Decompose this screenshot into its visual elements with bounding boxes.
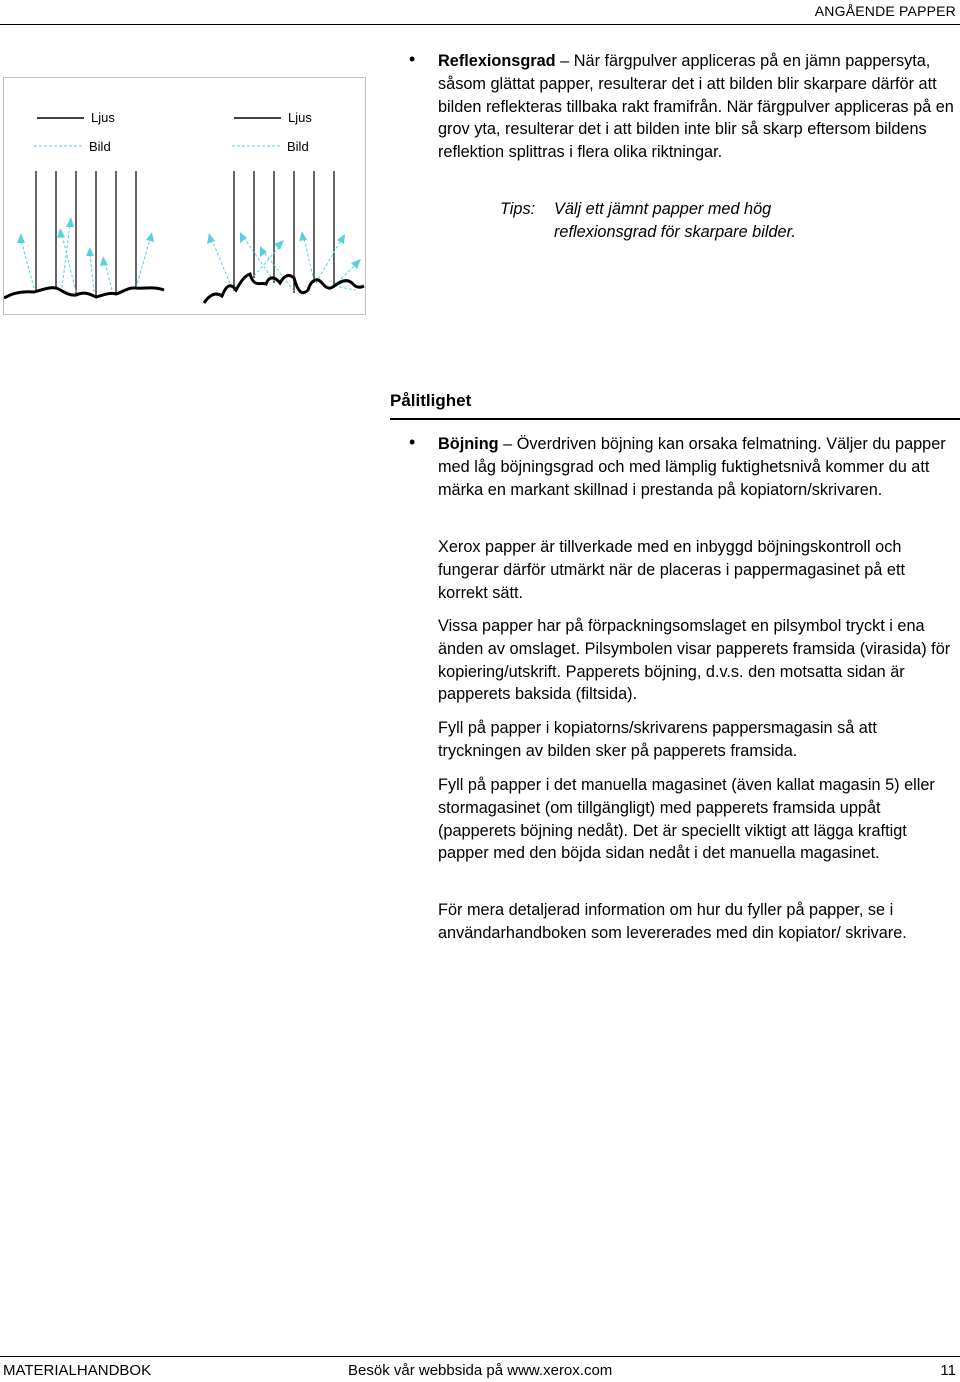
footer-rule [0, 1356, 960, 1357]
reflection-figure [3, 77, 366, 315]
reflexion-term: Reflexionsgrad [438, 52, 556, 70]
header-rule [0, 24, 960, 25]
page-number: 11 [940, 1362, 956, 1379]
bullet: • [409, 432, 416, 452]
footer-document-title: MATERIALHANDBOK [3, 1362, 152, 1379]
body-paragraph: Vissa papper har på förpackningsomslaget en pilsymbol tryckt i ena änden av omslaget. Pilsymbolen visar papperets framsida (virasida) för kopiering/utskrift. Papperets böjning, d.v.s. den motsatta sidan är papperets baksida (filtsida). [438, 617, 951, 704]
reflexion-text: När färgpulver appliceras på en jämn pappersyta, såsom glättat papper, resulterar det i att bilden blir skarpare därför att bilden reflekteras tillbaka rakt framifrån. När färgpulver appliceras på en grov yta, resulterar det i att bilden inte blir så skarp eftersom bildens reflektion splittras i flera olika riktningar. [438, 52, 954, 162]
legend-light-label: Ljus [91, 110, 115, 125]
body-paragraph: Fyll på papper i kopiatorns/skrivarens pappersmagasin så att tryckningen av bilden sker på papperets framsida. [438, 719, 877, 760]
tips-label: Tips: [500, 200, 536, 218]
running-header: ANGÅENDE PAPPER [814, 3, 956, 19]
em-dash: – [503, 435, 513, 453]
reflection-diagram [4, 78, 365, 314]
body-paragraph: För mera detaljerad information om hur du fyller på papper, se i användarhandboken som levererades med din kopiator/ skrivare. [438, 901, 907, 942]
smooth-paper-surface [4, 288, 164, 298]
section-rule [390, 418, 960, 420]
body-paragraph: Fyll på papper i det manuella magasinet (även kallat magasin 5) eller stormagasinet (om tillgängligt) med papperets framsida uppåt (papperets böjning nedåt). Det är speciellt viktigt att lägga kraftigt papper med den böjda sidan nedåt i det manuella magasinet. [438, 776, 935, 863]
smooth-surface-light-rays [36, 171, 136, 296]
tips-text: Välj ett jämnt papper med hög reflexionsgrad för skarpare bilder. [554, 200, 796, 241]
bojning-term: Böjning [438, 435, 499, 453]
smooth-surface-reflections [17, 217, 154, 292]
legend-image-label: Bild [89, 139, 111, 154]
bullet: • [409, 49, 416, 69]
section-title: Pålitlighet [390, 391, 472, 410]
bojning-text: Överdriven böjning kan orsaka felmatning. Väljer du papper med låg böjningsgrad och med lämplig fuktighetsnivå kommer du att märka en markant skillnad i prestanda på kopiatorn/skrivaren. [438, 435, 946, 499]
em-dash: – [560, 52, 570, 70]
bojning-paragraph [438, 433, 958, 501]
reflexion-paragraph [438, 50, 958, 164]
body-paragraph: Xerox papper är tillverkade med en inbyggd böjningskontroll och fungerar därför utmärkt när de placeras i pappermagasinet på ett korrekt sätt. [438, 538, 905, 602]
legend-light-label: Ljus [288, 110, 312, 125]
footer-website-note: Besök vår webbsida på www.xerox.com [348, 1362, 613, 1379]
legend-image-label: Bild [287, 139, 309, 154]
